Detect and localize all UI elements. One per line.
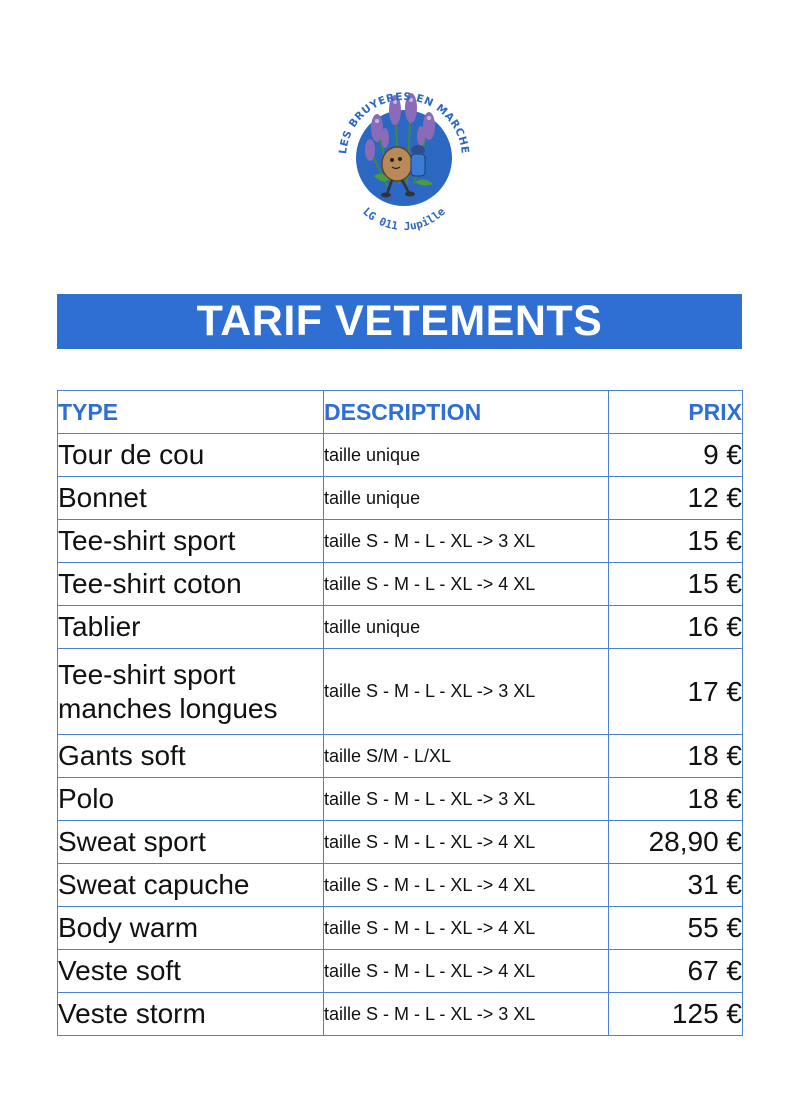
cell-price: 9 € — [609, 434, 743, 477]
type-text: Sweat capuche — [58, 869, 250, 900]
type-text: Tee-shirt coton — [58, 568, 242, 599]
type-text-line2: manches longues — [58, 692, 278, 724]
table-row — [58, 821, 743, 864]
type-text: Tee-shirt sport — [58, 525, 236, 556]
cell-price: 67 € — [609, 950, 743, 993]
cell-price: 16 € — [609, 606, 743, 649]
type-text: Bonnet — [58, 482, 147, 513]
cell-description: taille S - M - L - XL -> 3 XL — [324, 993, 609, 1036]
type-text: Sweat sport — [58, 826, 206, 857]
logo-top-text: LES BRUYERES EN MARCHE — [337, 90, 471, 155]
cell-description: taille S - M - L - XL -> 4 XL — [324, 821, 609, 864]
table-row — [58, 735, 743, 778]
table-header-row — [58, 391, 743, 434]
table-body — [58, 434, 743, 1036]
club-logo — [329, 66, 479, 244]
type-text: Gants soft — [58, 740, 186, 771]
type-text: Tee-shirt sport — [58, 658, 236, 690]
type-text: Body warm — [58, 912, 199, 943]
cell-type — [58, 434, 324, 477]
cell-price: 18 € — [609, 778, 743, 821]
cell-price: 15 € — [609, 520, 743, 563]
page-title: TARIF VETEMENTS — [196, 297, 603, 345]
table-row — [58, 606, 743, 649]
cell-price: 31 € — [609, 864, 743, 907]
table-row — [58, 907, 743, 950]
header-price: PRIX — [609, 391, 743, 434]
type-text: Tour de cou — [58, 439, 205, 470]
table-row — [58, 649, 743, 735]
cell-type — [58, 778, 324, 821]
cell-type — [58, 907, 324, 950]
cell-description: taille S - M - L - XL -> 3 XL — [324, 778, 609, 821]
logo-bottom-text: LG 011 Jupille — [360, 205, 448, 234]
type-text: Veste soft — [58, 955, 181, 986]
cell-price: 55 € — [609, 907, 743, 950]
cell-price: 15 € — [609, 563, 743, 606]
cell-description: taille S - M - L - XL -> 4 XL — [324, 950, 609, 993]
table-row — [58, 864, 743, 907]
price-table — [57, 390, 743, 1036]
cell-price: 28,90 € — [609, 821, 743, 864]
table-row — [58, 477, 743, 520]
table-row — [58, 434, 743, 477]
table-row — [58, 778, 743, 821]
title-banner — [57, 294, 742, 349]
table-row — [58, 993, 743, 1036]
table-row — [58, 950, 743, 993]
header-description: DESCRIPTION — [324, 391, 609, 434]
cell-type — [58, 821, 324, 864]
type-text: Polo — [58, 783, 115, 814]
cell-price: 125 € — [609, 993, 743, 1036]
cell-type — [58, 606, 324, 649]
cell-description: taille S - M - L - XL -> 4 XL — [324, 907, 609, 950]
cell-description: taille unique — [324, 606, 609, 649]
cell-description: taille S - M - L - XL -> 4 XL — [324, 563, 609, 606]
cell-type — [58, 735, 324, 778]
cell-description: taille S - M - L - XL -> 3 XL — [324, 649, 609, 735]
table-row — [58, 563, 743, 606]
type-text: Veste storm — [58, 998, 206, 1029]
cell-description: taille S/M - L/XL — [324, 735, 609, 778]
cell-type — [58, 520, 324, 563]
header-type: TYPE — [58, 391, 324, 434]
cell-description: taille S - M - L - XL -> 3 XL — [324, 520, 609, 563]
cell-type — [58, 864, 324, 907]
cell-price: 17 € — [609, 649, 743, 735]
cell-type — [58, 950, 324, 993]
cell-type — [58, 477, 324, 520]
cell-price: 18 € — [609, 735, 743, 778]
cell-type — [58, 993, 324, 1036]
cell-type — [58, 563, 324, 606]
cell-description: taille S - M - L - XL -> 4 XL — [324, 864, 609, 907]
cell-price: 12 € — [609, 477, 743, 520]
cell-description: taille unique — [324, 477, 609, 520]
type-text: Tablier — [58, 611, 141, 642]
cell-type — [58, 649, 324, 735]
cell-description: taille unique — [324, 434, 609, 477]
table-row — [58, 520, 743, 563]
